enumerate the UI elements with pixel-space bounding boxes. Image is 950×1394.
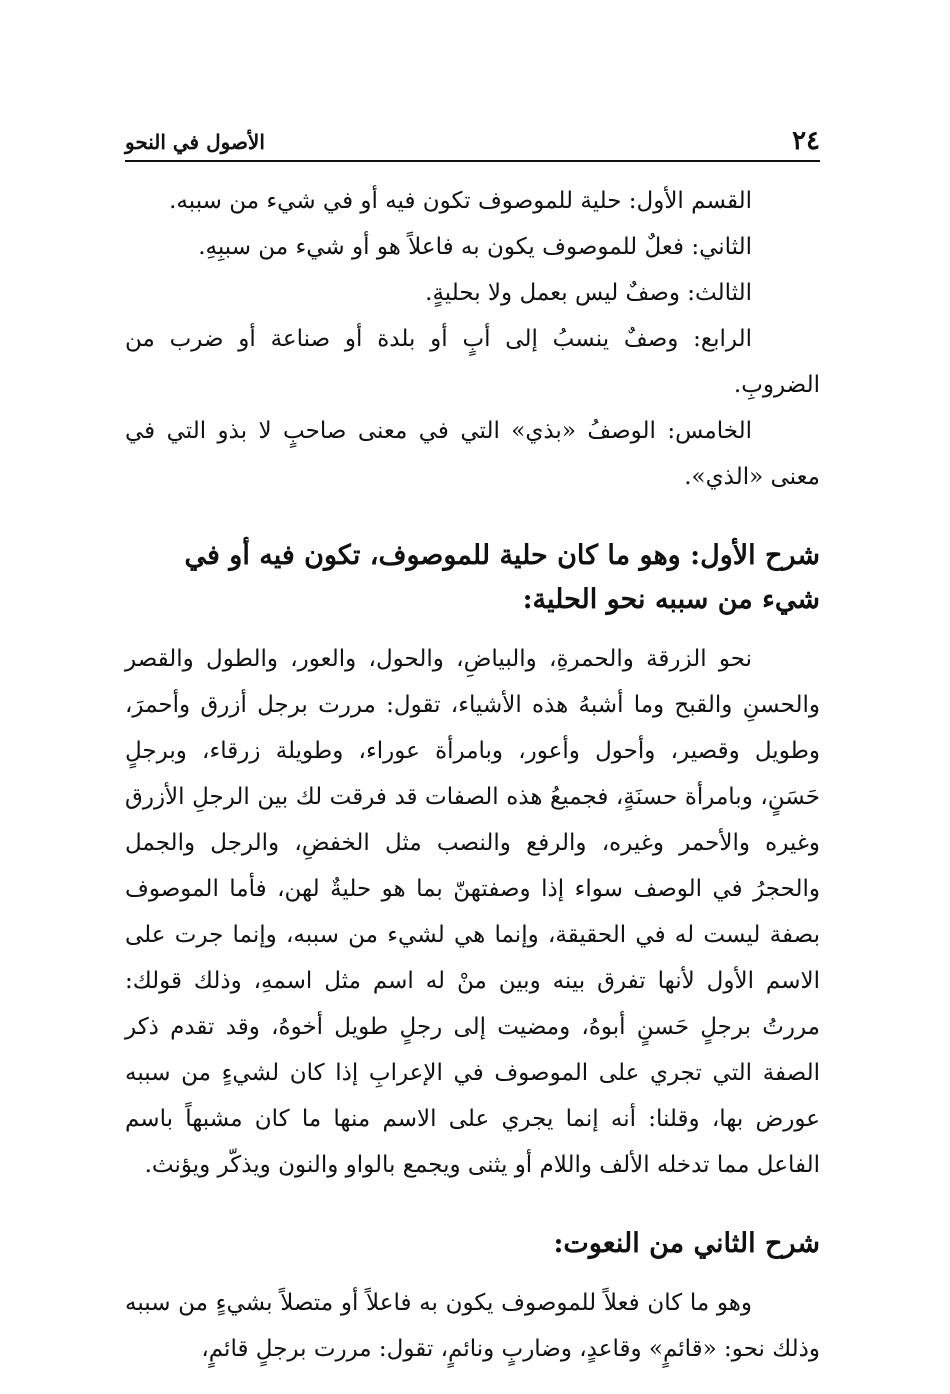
section-heading: شرح الثاني من النعوت:: [553, 1228, 820, 1259]
body-paragraph: وهو ما كان فعلاً للموصوف يكون به فاعلاً أو متصلاً بشيءٍ من سببه وذلك نحو: «قائمٍ» وقاعدٍ، وضاربٍ ونائمٍ، تقول: مررت برجلٍ قائمٍ،: [125, 1290, 820, 1362]
division-item: الخامس: الوصفُ «بذي» التي في معنى صاحبٍ لا بذو التي في معنى «الذي».: [125, 418, 820, 490]
division-item: الرابع: وصفٌ ينسبُ إلى أبٍ أو بلدة أو صناعة أو ضرب من الضروبِ.: [125, 326, 820, 398]
page-number: ٢٤: [792, 126, 820, 156]
body-paragraph: نحو الزرقة والحمرةِ، والبياضِ، والحول، والعور، والطول والقصر والحسنِ والقبح وما أشبهُ هذه الأشياء، تقول: مررت برجل أزرق وأحمرَ، وطويل وقصير، وأحول وأعور، وبامرأة عوراء، وطويلة زرقاء، وبرجلٍ حَسَنٍ، وبامرأة حسنَةٍ، فجميعُ هذه الصفات قد فرقت لك بين الرجلِ الأزرق وغيره والأحمر وغيره، والرفع والنصب مثل الخفضِ، والرجل والجمل والحجرُ في الوصف سواء إذا وصفتهنّ بما هو حليةٌ لهن، فأما الموصوف بصفة ليست له في الحقيقة، وإنما هي لشيء من سببه، وإنما جرت على الاسم الأول لأنها تفرق بينه وبين منْ له اسم مثل اسمهِ، وذلك قولك: مررتُ برجلٍ حَسنٍ أبوهُ، ومضيت إلى رجلٍ طويل أخوهُ، وقد تقدم ذكر الصفة التي تجري على الموصوف في الإعرابِ إذا كان لشيءٍ من سببه عورض بها، وقلنا: أنه إنما يجري على الاسم منها ما كان مشبهاً باسم الفاعل مما تدخله الألف واللام أو يثنى ويجمع بالواو والنون ويذكّر ويؤنث.: [125, 646, 820, 1178]
divisions-list: [125, 178, 820, 500]
division-item: الثالث: وصفٌ ليس بعمل ولا بحليةٍ.: [425, 280, 752, 306]
division-item: القسم الأول: حلية للموصوف تكون فيه أو في شيء من سببه.: [169, 188, 752, 214]
section-body: [125, 636, 820, 1188]
page-header: [125, 120, 820, 160]
section-heading: شرح الأول: وهو ما كان حلية للموصوف، تكون فيه أو في شيء من سببه نحو الحلية:: [184, 540, 820, 615]
header-rule: [125, 160, 820, 162]
book-page: [125, 120, 820, 1372]
division-item: الثاني: فعلٌ للموصوف يكون به فاعلاً هو أو شيء من سببِهِ.: [198, 234, 752, 260]
section-body: [125, 1280, 820, 1372]
running-title: الأصول في النحو: [125, 130, 265, 154]
